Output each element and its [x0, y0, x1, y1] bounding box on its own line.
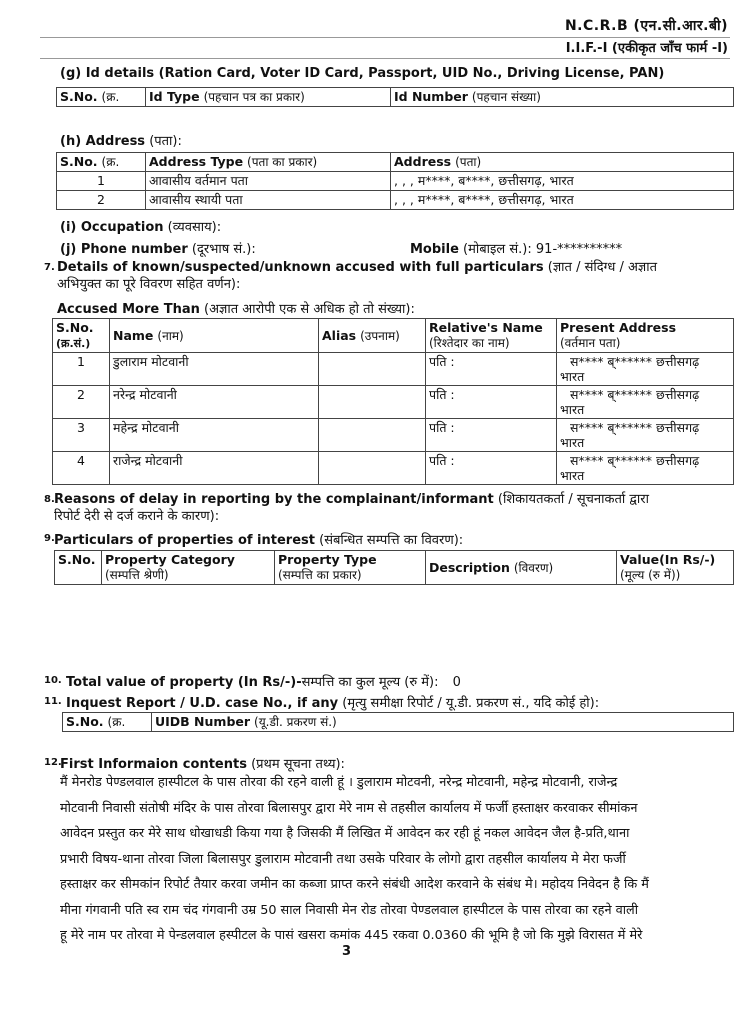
section-number: 12. [44, 757, 62, 768]
id-details-table [56, 87, 734, 107]
iif-title: I.I.F.-I (एकीकृत जाँच फार्म -I) [565, 41, 728, 56]
paragraph-line: मीना गंगवानी पति स्व राम चंद गंगवानी उम्र 50 साल निवासी मेन रोड तोरवा पेण्डलवाल हास्पीटल के पास तोरवा का रहने वाली [60, 902, 639, 918]
phone-label: (j) Phone number (दूरभाष सं.): [60, 242, 256, 257]
id-details-title: (g) Id details (Ration Card, Voter ID Card, Passport, UID No., Driving License, PAN) [60, 66, 665, 81]
table-row: 4 राजेन्द्र मोटवानी पति : स**** ब्****** छत्तीसगढ़ भारत [53, 452, 734, 485]
section-number: 10. [44, 675, 62, 686]
page-number: 3 [342, 944, 352, 959]
accused-title: Details of known/suspected/unknown accused with full particulars (ज्ञात / संदिग्ध / अज्ञात अभियुक्त का पूरे विवरण सहित वर्णन): [57, 260, 658, 292]
delay-reasons-title: Reasons of delay in reporting by the complainant/informant (शिकायतकर्ता / सूचनाकर्ता द्वारा रिपोर्ट देरी से दर्ज कराने के कारण): [54, 492, 649, 524]
first-info-contents [60, 770, 732, 949]
paragraph-line: प्रभारी विषय-थाना तोरवा जिला बिलासपुर डुलाराम मोटवानी तथा उसके परिवार के लोगो द्वारा तहसील कार्यालय मे मेरा फर्जी [60, 851, 626, 867]
table-row: 2 नरेन्द्र मोटवानी पति : स**** ब्****** छत्तीसगढ़ भारत [53, 386, 734, 419]
address-table: S.No. (क्र. Address Type (पता का प्रकार) Address (पता) 1 आवासीय वर्तमान पता , , , म****, ब****, छत्तीसगढ़, भारत 2 आवासीय स्थायी पता , , , म****, ब****, छत्तीसगढ़, भारत [56, 152, 734, 210]
col-id-number: Id Number [394, 89, 468, 104]
col-id-type-hi: (पहचान पत्र का प्रकार) [203, 90, 305, 104]
properties-table: S.No. Property Category (सम्पत्ति श्रेणी) Property Type (सम्पत्ति का प्रकार) Description (विवरण) Value(In Rs/-) (मूल्य (रु में)) [54, 550, 734, 585]
col-sno: S.No. [60, 89, 98, 104]
section-number: 8. [44, 494, 55, 505]
inquest-table: S.No. (क्र. UIDB Number (यू.डी. प्रकरण सं.) [62, 712, 734, 732]
table-row: 3 महेन्द्र मोटवानी पति : स**** ब्****** छत्तीसगढ़ भारत [53, 419, 734, 452]
first-info-title: First Informaion contents (प्रथम सूचना तथ्य): [60, 757, 345, 772]
table-row: 1 डुलाराम मोटवानी पति : स**** ब्****** छत्तीसगढ़ भारत [53, 353, 734, 386]
mobile-value: 91-********** [535, 242, 623, 257]
header-divider-2 [40, 58, 730, 59]
paragraph-line: मैं मेनरोड पेण्डलवाल हास्पीटल के पास तोरवा की रहने वाली हूं । डुलाराम मोटवनी, नरेन्द्र मोटवानी, महेन्द्र मोटवानी, राजेन्द्र [60, 775, 618, 790]
table-row: 1 आवासीय वर्तमान पता , , , म****, ब****, छत्तीसगढ़, भारत [57, 172, 734, 191]
ncrb-title: N.C.R.B (एन.सी.आर.बी) [564, 18, 728, 34]
accused-more-than: Accused More Than (अज्ञात आरोपी एक से अधिक हो तो संख्या): [57, 302, 415, 317]
paragraph-line: हस्ताक्षर कर सीमकांन रिपोर्ट तैयार करवा जमीन का कब्जा प्राप्त करने संबंधी आदेश करवाने के संबंध मे। महोदय निवेदन है कि मैं [60, 877, 649, 892]
inquest-title: Inquest Report / U.D. case No., if any (मृत्यु समीक्षा रिपोर्ट / यू.डी. प्रकरण सं., यदि कोई हो): [66, 696, 600, 711]
section-number: 9. [44, 533, 55, 544]
accused-table: S.No. (क्र.सं.) Name (नाम) Alias (उपनाम) Relative's Name (रिश्तेदार का नाम) Present Address (वर्तमान पता) 1 डुलाराम मोटवानी पति : स**** ब्****** छत्तीसगढ़ भारत 2 नरेन्द्र मोटवानी पति : स**** ब्****** छत्तीसगढ़ भारत 3 महेन्द्र मोटवानी पति : स**** ब्****** छत्तीसगढ़ भारत 4 राजेन्द्र मोटवानी पति : स**** ब्****** छत्तीसगढ़ भारत [52, 318, 734, 485]
paragraph-line: हू मेरे नाम पर तोरवा मे पेन्डलवाल हस्पीटल के पासं खसरा कमांक 445 रकवा 0.0360 की भूमि है जो कि मुझे विरासत में मेरे [60, 928, 643, 943]
mobile-field: Mobile (मोबाइल सं.): 91-********** [410, 242, 623, 257]
table-row: 2 आवासीय स्थायी पता , , , म****, ब****, छत्तीसगढ़, भारत [57, 191, 734, 210]
paragraph-line: मोटवानी निवासी संतोषी मंदिर के पास तोरवा बिलासपुर द्वारा मेरे नाम से तहसील कार्यालय में फर्जी हस्ताक्षर करवाकर सीमांकन [60, 800, 638, 816]
address-title: (h) Address (पता): [60, 134, 182, 149]
total-value: 0 [452, 675, 461, 690]
col-id-number-hi: (पहचान संख्या) [471, 90, 541, 104]
col-id-type: Id Type [149, 89, 200, 104]
col-sno-hi: (क्र. [101, 90, 120, 104]
section-number: 11. [44, 696, 62, 707]
section-number: 7. [44, 262, 55, 273]
occupation-label: (i) Occupation (व्यवसाय): [60, 220, 222, 235]
paragraph-line: आवेदन प्रस्तुत कर मेरे साथ धोखाधडी किया गया है जिसकी मैं लिखित में आवेदन कर रही हूं नकल आवेदन जैल है-प्रति,थाना [60, 826, 630, 841]
properties-title: Particulars of properties of interest (संबन्धित सम्पत्ति का विवरण): [54, 533, 464, 548]
total-value-line: Total value of property (In Rs/-)-सम्पत्ति का कुल मूल्य (रु में): 0 [66, 675, 461, 690]
